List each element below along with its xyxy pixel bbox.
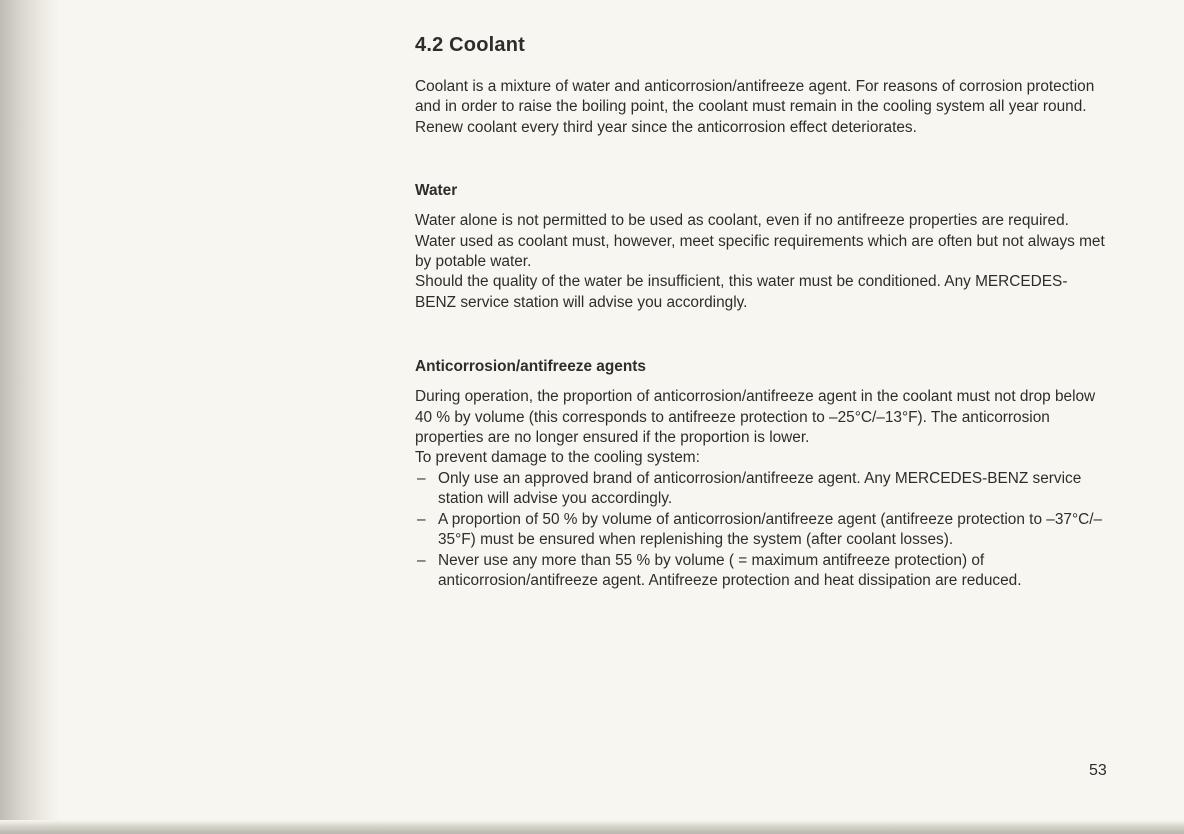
list-item-text: Never use any more than 55 % by volume ( = maximum antifreeze protection) of anticorrosion/antifreeze agent. Antifreeze protection and heat dissipation are reduced. (438, 551, 1022, 589)
list-item-text: Only use an approved brand of anticorrosion/antifreeze agent. Any MERCEDES-BENZ service station will advise you accordingly. (438, 469, 1082, 508)
water-section (415, 181, 1105, 313)
list-item-text: A proportion of 50 % by volume of anticorrosion/antifreeze agent (antifreeze protection to –37°C/–35°F) must be ensured when replenishing the system (after coolant losses). (438, 510, 1103, 549)
list-item (415, 510, 1105, 551)
page-content (415, 34, 1105, 591)
intro-paragraph: Coolant is a mixture of water and anticorrosion/antifreeze agent. For reasons of corrosion protection and in order to raise the boiling point, the coolant must remain in the cooling system all year round. Renew coolant every third year since the anticorrosion effect deteriorates. (415, 78, 1095, 136)
page-bottom-edge (0, 820, 1184, 834)
dash-bullet: – (417, 469, 426, 487)
list-item (415, 551, 1105, 592)
prevent-intro: To prevent damage to the cooling system: (415, 449, 700, 467)
section-title: 4.2 Coolant (415, 34, 525, 56)
book-spine-shadow (0, 0, 60, 834)
water-heading: Water (415, 182, 458, 200)
water-paragraph: Water alone is not permitted to be used as coolant, even if no antifreeze properties are required. Water used as coolant must, however, meet specific requirements which are often but not always met by potable water. (415, 212, 1105, 271)
antifreeze-paragraph: During operation, the proportion of anticorrosion/antifreeze agent in the coolant must not drop below 40 % by volume (this corresponds to antifreeze protection to –25°C/–13°F). The anticorrosion properties are no longer ensured if the proportion is lower. (415, 388, 1096, 447)
dash-bullet: – (417, 510, 426, 528)
antifreeze-heading: Anticorrosion/antifreeze agents (415, 358, 646, 376)
water-paragraph-2: Should the quality of the water be insufficient, this water must be conditioned. Any MERCEDES-BENZ service station will advise you accordingly. (415, 273, 1068, 311)
antifreeze-list (415, 469, 1105, 591)
antifreeze-section (415, 357, 1105, 591)
page-number: 53 (1089, 762, 1107, 779)
list-item (415, 469, 1105, 510)
dash-bullet: – (417, 551, 426, 569)
